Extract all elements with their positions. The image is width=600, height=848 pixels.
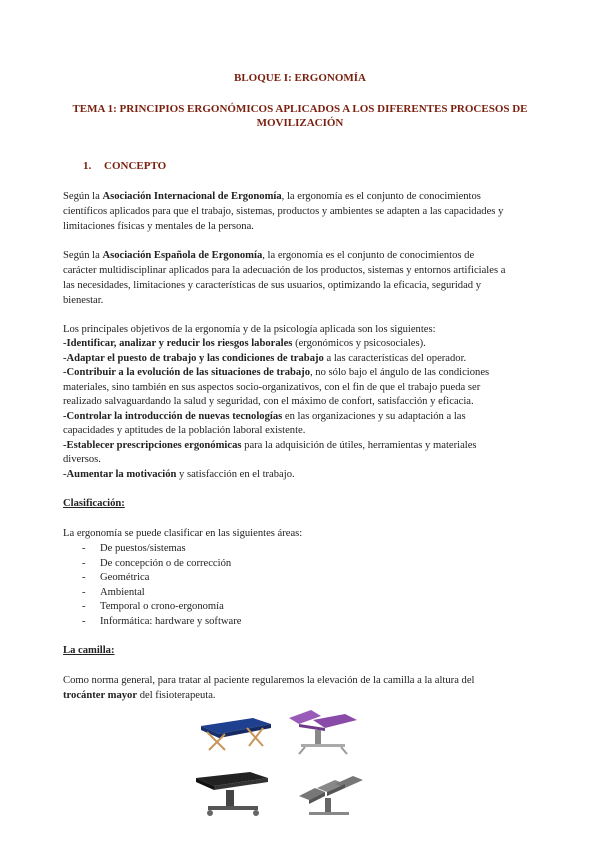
blue-folding-table-image	[195, 712, 275, 754]
para1-line2: científicos aplicados para que el trabajo, sistemas, productos y ambientes se adapten a las capacidades y	[63, 206, 504, 217]
objective-5: -Establecer prescripciones ergonómicas para la adquisición de útiles, herramientas y materiales	[63, 440, 477, 451]
topic-title-line2: MOVILIZACIÓN	[256, 117, 344, 129]
list-item: Informática: hardware y software	[100, 616, 242, 627]
para1-line1: Según la Asociación Internacional de Ergonomía, la ergonomía es el conjunto de conocimientos	[63, 191, 481, 202]
para2-line1: Según la Asociación Española de Ergonomía, la ergonomía es el conjunto de conocimientos de	[63, 250, 475, 261]
purple-electric-table-image	[285, 706, 360, 758]
list-dash: -	[82, 587, 86, 598]
list-dash: -	[82, 616, 86, 627]
list-dash: -	[82, 558, 86, 569]
para2-line4: bienestar.	[63, 295, 104, 306]
stretcher-line1: Como norma general, para tratar al paciente regularemos la elevación de la camilla a la altura del	[63, 675, 475, 686]
para2-line2: carácter multidisciplinar aplicados para la adecuación de los productos, sistemas y entornos artificiales a	[63, 265, 506, 276]
list-item: De concepción o de corrección	[100, 558, 232, 569]
list-dash: -	[82, 601, 86, 612]
section-title: CONCEPTO	[104, 160, 167, 172]
para2-line3: las necesidades, limitaciones y características de sus usuarios, optimizando la eficacia, seguridad y	[63, 280, 482, 291]
objective-4-line2: capacidades y aptitudes de la población laboral existente.	[63, 425, 306, 436]
objective-3: -Contribuir a la evolución de las situaciones de trabajo, no sólo bajo el ángulo de las condiciones	[63, 367, 490, 378]
list-item: Ambiental	[100, 587, 145, 598]
classification-intro: La ergonomía se puede clasificar en las siguientes áreas:	[63, 528, 303, 539]
objective-3-line2: materiales, sino también en sus aspectos socio-organizativos, con el fin de que el trabajo pueda ser	[63, 382, 481, 393]
objective-2: -Adaptar el puesto de trabajo y las condiciones de trabajo a las características del operador.	[63, 353, 467, 364]
para1-line3: limitaciones físicas y mentales de la persona.	[63, 221, 254, 232]
black-hydraulic-table-image	[190, 770, 272, 820]
objectives-intro: Los principales objetivos de la ergonomía y de la psicología aplicada son los siguientes:	[63, 324, 436, 335]
list-dash: -	[82, 543, 86, 554]
list-item: Geométrica	[100, 572, 150, 583]
classification-heading: Clasificación:	[63, 498, 125, 509]
stretcher-heading: La camilla:	[63, 645, 115, 656]
objective-5-line2: diversos.	[63, 454, 101, 465]
gray-segmented-table-image	[295, 770, 367, 820]
list-item: De puestos/sistemas	[100, 543, 186, 554]
objective-1: -Identificar, analizar y reducir los riesgos laborales (ergonómicos y psicosociales).	[63, 338, 426, 349]
stretcher-line2: trocánter mayor del fisioterapeuta.	[63, 690, 216, 701]
section-number: 1.	[83, 160, 92, 172]
list-dash: -	[82, 572, 86, 583]
topic-title-line1: TEMA 1: PRINCIPIOS ERGONÓMICOS APLICADOS A LOS DIFERENTES PROCESOS DE	[72, 103, 528, 115]
objective-4: -Controlar la introducción de nuevas tecnologías en las organizaciones y su adaptación a las	[63, 411, 466, 422]
list-item: Temporal o crono-ergonomía	[100, 601, 224, 612]
block-title: BLOQUE I: ERGONOMÍA	[233, 72, 366, 84]
objective-3-line3: realizado salvaguardando la salud y seguridad, con el máximo de confort, satisfacción y eficacia.	[63, 396, 474, 407]
objective-6: -Aumentar la motivación y satisfacción en el trabajo.	[63, 469, 295, 480]
